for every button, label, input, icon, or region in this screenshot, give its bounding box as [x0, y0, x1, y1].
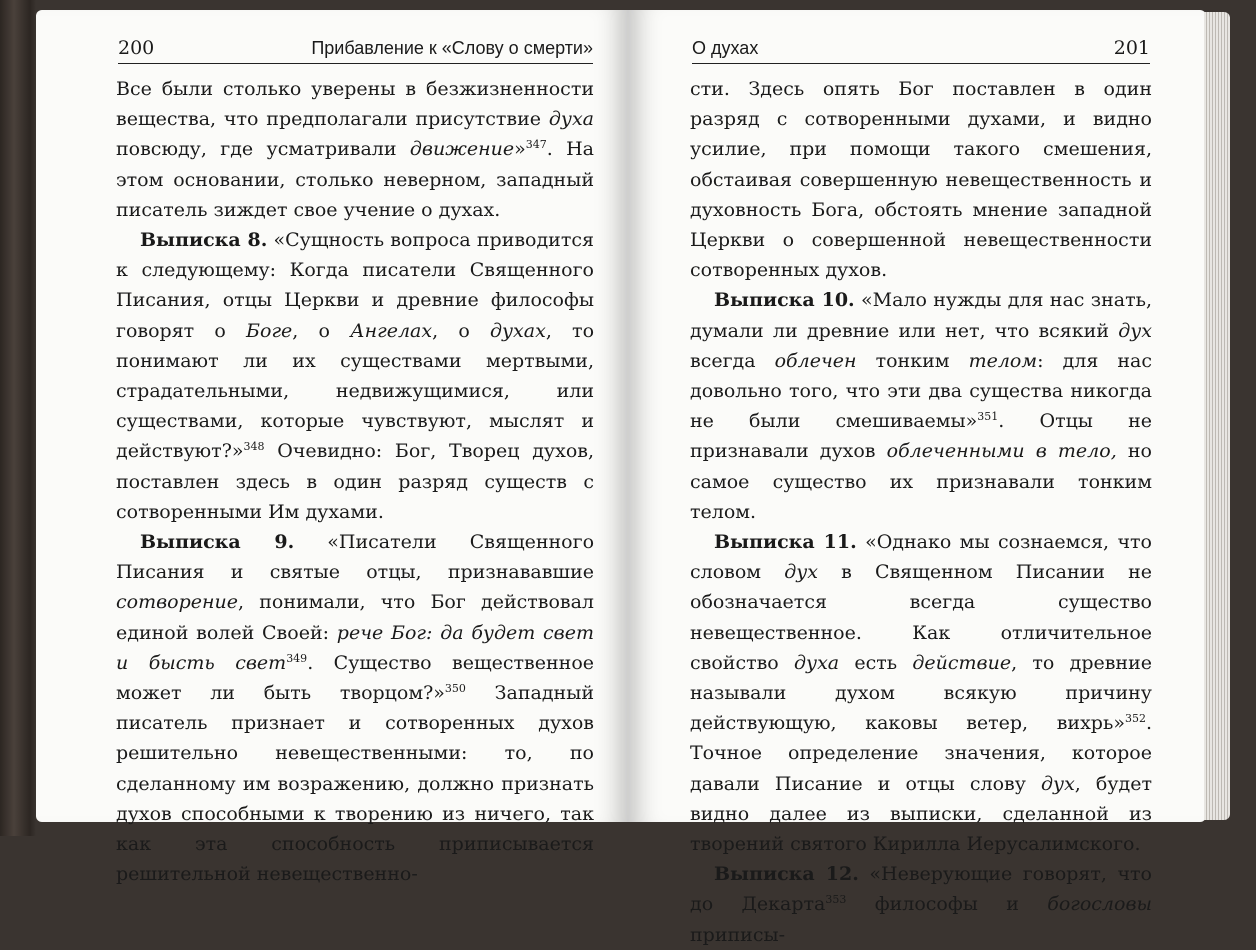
text-run: есть: [839, 651, 913, 674]
text-run: «Однако мы сознаемся, что словом: [690, 531, 1152, 584]
right-page: [628, 10, 1206, 946]
italic-text: рече Бог: да будет свет и бысть свет: [116, 621, 594, 674]
text-run: «Неверующие говорят, что до Декарта: [690, 863, 1152, 916]
italic-text: сотворение: [116, 591, 238, 614]
text-run: . Существо вещественное может ли быть творцом?»: [116, 651, 594, 705]
paragraph: [690, 74, 1152, 285]
paragraph: [690, 527, 1152, 859]
italic-text: облечен: [774, 349, 857, 372]
text-run: »: [514, 138, 526, 161]
left-page: [36, 10, 628, 886]
text-run: Западный писатель признает и сотворенных духов решительно невещественными: то, по сделанному им возражению, должно признать духов способными к творению из ничего, так как эта способность приписывается решительной невещественно-: [116, 682, 594, 886]
running-head-title: Прибавление к «Слову о смерти»: [311, 38, 593, 58]
text-run: Все были столько уверены в безжизненности вещества, что предполагали присутствие: [116, 78, 594, 131]
excerpt-label: Выписка 12.: [714, 863, 859, 886]
text-run: , будет видно далее из выписки, сделанной из творений святого Кирилла Иерусалимского.: [690, 772, 1152, 856]
footnote-ref: 352: [1124, 712, 1146, 726]
excerpt-label: Выписка 10.: [714, 289, 855, 312]
italic-text: дух: [1041, 772, 1075, 795]
text-run: «Писатели Священного Писания и святые отцы, признававшие: [116, 531, 595, 584]
footnote-ref: 349: [286, 651, 308, 665]
text-run: но самое существо их признавали тонким телом.: [690, 440, 1152, 523]
text-run: , понимали, что Бог действовал единой волей Своей:: [116, 591, 594, 644]
text-run: «Сущность вопроса приводится к следующему: Когда писатели Священного Писания, отцы Церкви и древние философы говорят о: [116, 229, 594, 342]
text-run: : для нас довольно того, что эти два существа никогда не были смешиваемы»: [690, 349, 1152, 433]
italic-text: духах: [489, 319, 546, 342]
italic-text: движение: [409, 138, 515, 161]
text-run: повсюду, где усматривали: [116, 138, 410, 161]
italic-text: действие: [912, 651, 1012, 674]
left-running-header: [118, 34, 593, 64]
text-run: , то понимают ли их существами мертвыми, страдательными, недвижущимися, или существами, которые чувствуют, мыслят и действуют?»: [116, 319, 595, 463]
italic-text: богословы: [1047, 893, 1153, 916]
italic-text: телом: [968, 349, 1038, 372]
text-run: «Мало нужды для нас знать, думали ли древние или нет, что всякий: [690, 289, 1152, 342]
paragraph: [690, 285, 1152, 527]
footnote-ref: 351: [977, 410, 999, 424]
footnote-ref: 347: [525, 138, 547, 152]
text-run: в Священном Писании не обозначается всегда существо невещественное. Как отличительное свойство: [690, 561, 1152, 674]
right-page-body: [690, 74, 1152, 950]
text-run: . Точное определение значения, которое давали Писание и отцы слову: [690, 712, 1152, 795]
footnote-ref: 350: [444, 682, 466, 696]
text-run: философы и: [846, 893, 1048, 916]
italic-text: Ангелах: [350, 319, 433, 342]
left-page-body: [116, 74, 594, 889]
page-number: 200: [118, 37, 155, 59]
text-run: , о: [432, 319, 490, 342]
italic-text: духа: [794, 651, 840, 674]
italic-text: духа: [548, 108, 594, 131]
footnote-ref: 353: [825, 893, 847, 907]
text-run: Очевидно: Бог, Творец духов, поставлен здесь в один разряд существ с сотворенными Им духами.: [116, 440, 594, 523]
paragraph: [116, 74, 594, 225]
text-run: . На этом основании, столько неверном, западный писатель зиждет свое учение о духах.: [116, 138, 594, 221]
excerpt-label: Выписка 11.: [714, 531, 857, 554]
italic-text: дух: [784, 561, 818, 584]
text-run: тонким: [856, 349, 969, 372]
excerpt-label: Выписка 8.: [140, 229, 268, 252]
page-number: 201: [1113, 37, 1150, 59]
right-running-header: [692, 34, 1150, 64]
italic-text: дух: [1118, 319, 1152, 342]
paragraph: [116, 527, 594, 889]
footnote-ref: 348: [243, 440, 265, 454]
paragraph: [116, 225, 594, 527]
italic-text: облеченными в тело,: [886, 440, 1117, 463]
page-edges: [1204, 12, 1230, 820]
italic-text: Боге: [246, 319, 293, 342]
running-head-title: О духах: [692, 38, 759, 58]
text-run: приписы-: [690, 923, 785, 946]
text-run: сти. Здесь опять Бог поставлен в один разряд с сотворенными духами, и видно усилие, при помощи такого смешения, обстаивая совершенную невещественность и духовность Бога, обстоять мнение западной Церкви о совершенной невещественности сотворенных духов.: [690, 78, 1152, 282]
paragraph: [690, 859, 1152, 950]
excerpt-label: Выписка 9.: [140, 531, 295, 554]
text-run: , о: [292, 319, 351, 342]
text-run: , то древние называли духом всякую причину действующую, каковы ветер, вихрь»: [690, 651, 1152, 735]
text-run: всегда: [690, 349, 775, 372]
text-run: . Отцы не признавали духов: [690, 410, 1152, 463]
